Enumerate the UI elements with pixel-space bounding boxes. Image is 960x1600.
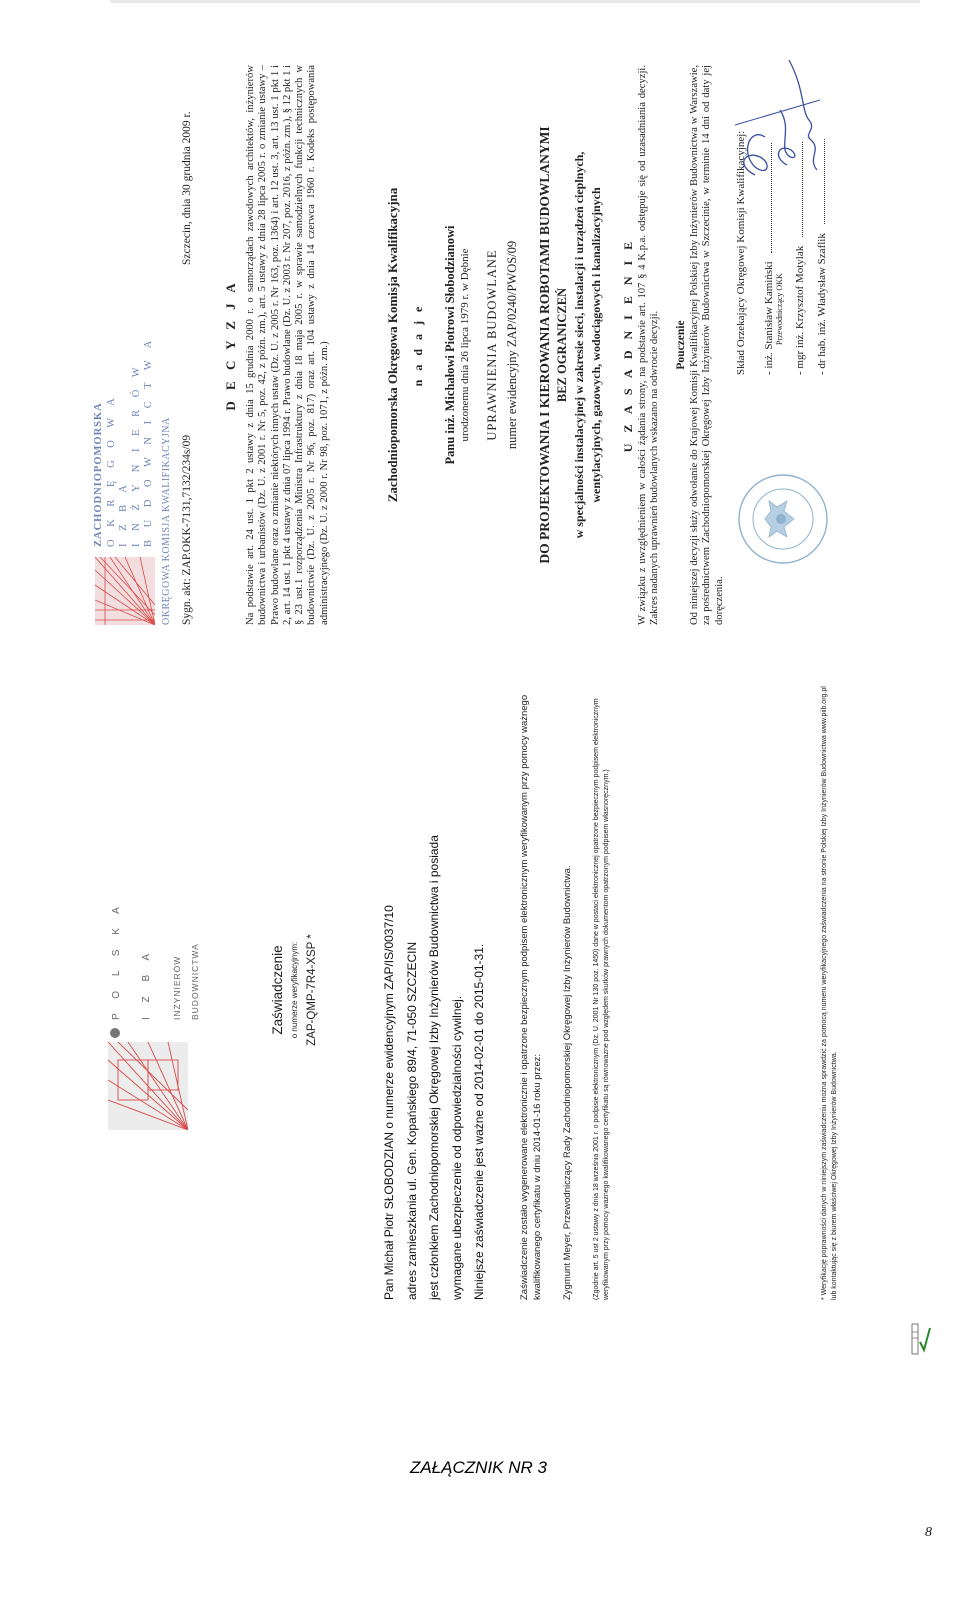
justification-text: W związku z uwzględnieniem w całości żądania strony, na podstawie art. 107 § 4 K.p.a. odstępuje się od uzasadniania decyzji. Zakres nadanych uprawnień budowlanych wskazano na odwrocie decyzji.	[637, 65, 661, 625]
panel-member-name: - mgr inż. Krzysztof Motylak	[794, 245, 806, 375]
certificate-document	[110, 680, 885, 1300]
org-line: ZACHODNIOPOMORSKA	[93, 402, 104, 547]
recipient: Panu inż. Michałowi Piotrowi Słobodzianowi	[443, 225, 457, 465]
justification-title: U Z A S A D N I E N I E	[621, 237, 635, 453]
panel-title: Skład Orzekający Okręgowej Komisji Kwalifikacyjnej:	[735, 130, 747, 375]
certificate-line: Niniejsze zaświadczenie jest ważne od 2014-02-01 do 2015-01-31.	[472, 943, 486, 1300]
scan-edge	[110, 0, 920, 3]
certificate-title: Zaświadczenie	[270, 945, 285, 1035]
panel-member-name: - inż. Stanisław Kamiński	[763, 261, 775, 375]
org-line: O K R Ę G O W A	[105, 393, 117, 547]
zoiib-name	[93, 336, 156, 547]
certificate-line: jest członkiem Zachodniopomorskiej Okręgowej Izby Inżynierów Budownictwa i posiada	[427, 835, 441, 1300]
attachment-label: ZAŁĄCZNIK NR 3	[410, 1458, 547, 1477]
piib-logo-dot	[110, 1028, 120, 1038]
birth-info: urodzonemu dnia 26 lipca 1979 r. w Dębnie	[459, 248, 471, 442]
scan-mark	[910, 1322, 932, 1358]
decision-document	[95, 65, 830, 625]
decision-title: D E C Y Z J A	[223, 279, 238, 411]
official-stamp	[737, 473, 829, 565]
certificate-line: adres zamieszkania ul. Gen. Kopańskiego 89/4, 71-050 SZCZECIN	[404, 941, 419, 1300]
legal-note: (Zgodnie art. 5 ust 2 ustawy z dnia 18 września 2001 r. o podpisie elektronicznym (Dz. U. 2001 Nr 130 poz. 1450) dane w postaci elektronicznej opatrzone bezpiecznym podpisem elektronicznym weryfikowanym przy pomocy ważnego kwalifikowanego certyfikatu są równoważne pod względem skutków prawnych dokumentom opatrzonym podpisem własnoręcznym.)	[593, 698, 610, 1300]
panel-member-role: Przewodniczący OKK	[775, 273, 784, 345]
instruction-text: Od niniejszej decyzji służy odwołanie do Krajowej Komisji Kwalifikacyjnej Polskiej Izby Inżynierów Budownictwa w Warszawie, za pośrednictwem Zachodniopomorskiej Okręgowej Izby Inżynierów Budownictwa w Szczecinie, w terminie 14 dni od daty jej doręczenia.	[689, 65, 725, 625]
panel-member-name: - dr hab. inż. Władysław Szaflik	[816, 233, 828, 375]
place-date: Szczecin, dnia 30 grudnia 2009 r.	[181, 111, 193, 265]
org-line: INŻYNIERÓW	[172, 955, 182, 1020]
piib-logo	[108, 1042, 188, 1130]
certificate-line: wymagane ubezpieczenie od odpowiedzialności cywilnej.	[449, 995, 464, 1300]
specialty-line-1: w specjalności instalacyjnej w zakresie sieci, instalacji i urządzeń cieplnych,	[572, 151, 586, 539]
footnote: * Weryfikację poprawności danych w niniejszym zaświadczeniu można sprawdzić za pomocą numeru weryfikacyjnego zaświadczenia na stronie Polskiej Izby Inżynierów Budownictwa www.piib.org.pl lub kontaktując się z biurem właściwej Okręgowej Izby Inżynierów Budownictwa.	[821, 686, 838, 1300]
verification-label: o numerze weryfikacyjnym:	[290, 941, 299, 1039]
certificate-body	[378, 680, 491, 1300]
org-line: BUDOWNICTWA	[190, 943, 200, 1020]
file-reference: Sygn. akt: ZAP.OKK-7131,7132/234s/09	[181, 434, 193, 625]
signer: Zygmunt Meyer, Przewodniczący Rady Zachodniopomorskiej Okręgowej Izby Inżynierów Budownictwa.	[562, 865, 573, 1300]
signature-panel	[735, 65, 828, 375]
license-number: numer ewidencyjny ZAP/0240/PWOS/09	[505, 240, 519, 450]
handwritten-signatures	[725, 55, 835, 185]
instruction-title: Pouczenie	[675, 320, 687, 370]
verification-code: ZAP-QMP-7R4-XSP *	[306, 934, 318, 1046]
esign-statement: Zaświadczenie zostało wygenerowane elektronicznie i opatrzone bezpiecznym podpisem elektronicznym weryfikowanym przy pomocy ważnego kwalifikowanego certyfikatu w dniu 2014-01-16 roku przez:	[519, 694, 543, 1300]
org-line: I Z B A	[118, 480, 129, 547]
specialty-line-2: wentylacyjnych, gazowych, wodociągowych i kanalizacyjnych	[589, 187, 603, 503]
license-title: UPRAWNIENIA BUDOWLANE	[485, 249, 499, 441]
scope-unlimited: BEZ OGRANICZEŃ	[555, 287, 569, 403]
commission-name: OKRĘGOWA KOMISJA KWALIFIKACYJNA	[161, 417, 172, 625]
org-line: P O L S K A	[111, 901, 122, 1020]
org-line: B U D O W N I C T W A	[143, 335, 154, 547]
piib-name	[110, 901, 202, 1020]
scope-title: DO PROJEKTOWANIA I KIEROWANIA ROBOTAMI BUDOWLANYMI	[537, 126, 552, 564]
org-line: I N Ż Y N I E R Ó W	[130, 362, 142, 547]
legal-basis: Na podstawie art. 24 ust. 1 pkt 2 ustawy z dnia 15 grudnia 2000 r. o samorządach zawodowych architektów, inżynierów budownictwa i urbanistów (Dz. U. z 2001 r. Nr 5, poz. 42, z późn. zm.), art. 5 ustawy z dnia 28 lipca 2005 r. o zmianie ustawy – Prawo budowlane oraz o zmianie niektórych innych ustaw (Dz. U. z 2005 r. Nr 163, poz. 1364) i art. 12 ust. 3, art. 13 ust. 1 pkt 1 i 2, art. 14 ust. 1 pkt 4 ustawy z dnia 07 lipca 1994 r. Prawo budowlane (Dz. U. z 2003 r. Nr 207, poz. 2016, z późn. zm.), § 12 pkt 1 i § 23 ust.1 rozporządzenia Ministra Infrastruktury z dnia 18 maja 2005 r. w sprawie samodzielnych funkcji technicznych w budownictwie (Dz. U. z 2005 r. Nr 96, poz. 817) oraz art. 104 ustawy z dnia 14 czerwca 1960 r. Kodeks postępowania administracyjnego (Dz. U. z 2000 r. Nr 98, poz. 1071, z późn. zm.)	[245, 65, 330, 625]
granting-body: Zachodniopomorska Okręgowa Komisja Kwalifikacyjna	[385, 187, 400, 503]
grants-verb: n a d a j e	[411, 303, 425, 387]
org-line: I Z B A	[141, 947, 152, 1020]
page-number: 8	[925, 1525, 932, 1540]
zoiib-logo	[95, 557, 155, 625]
certificate-line: Pan Michał Piotr SŁOBODZIAN o numerze ewidencyjnym ZAP/IS/0037/10	[382, 905, 396, 1300]
